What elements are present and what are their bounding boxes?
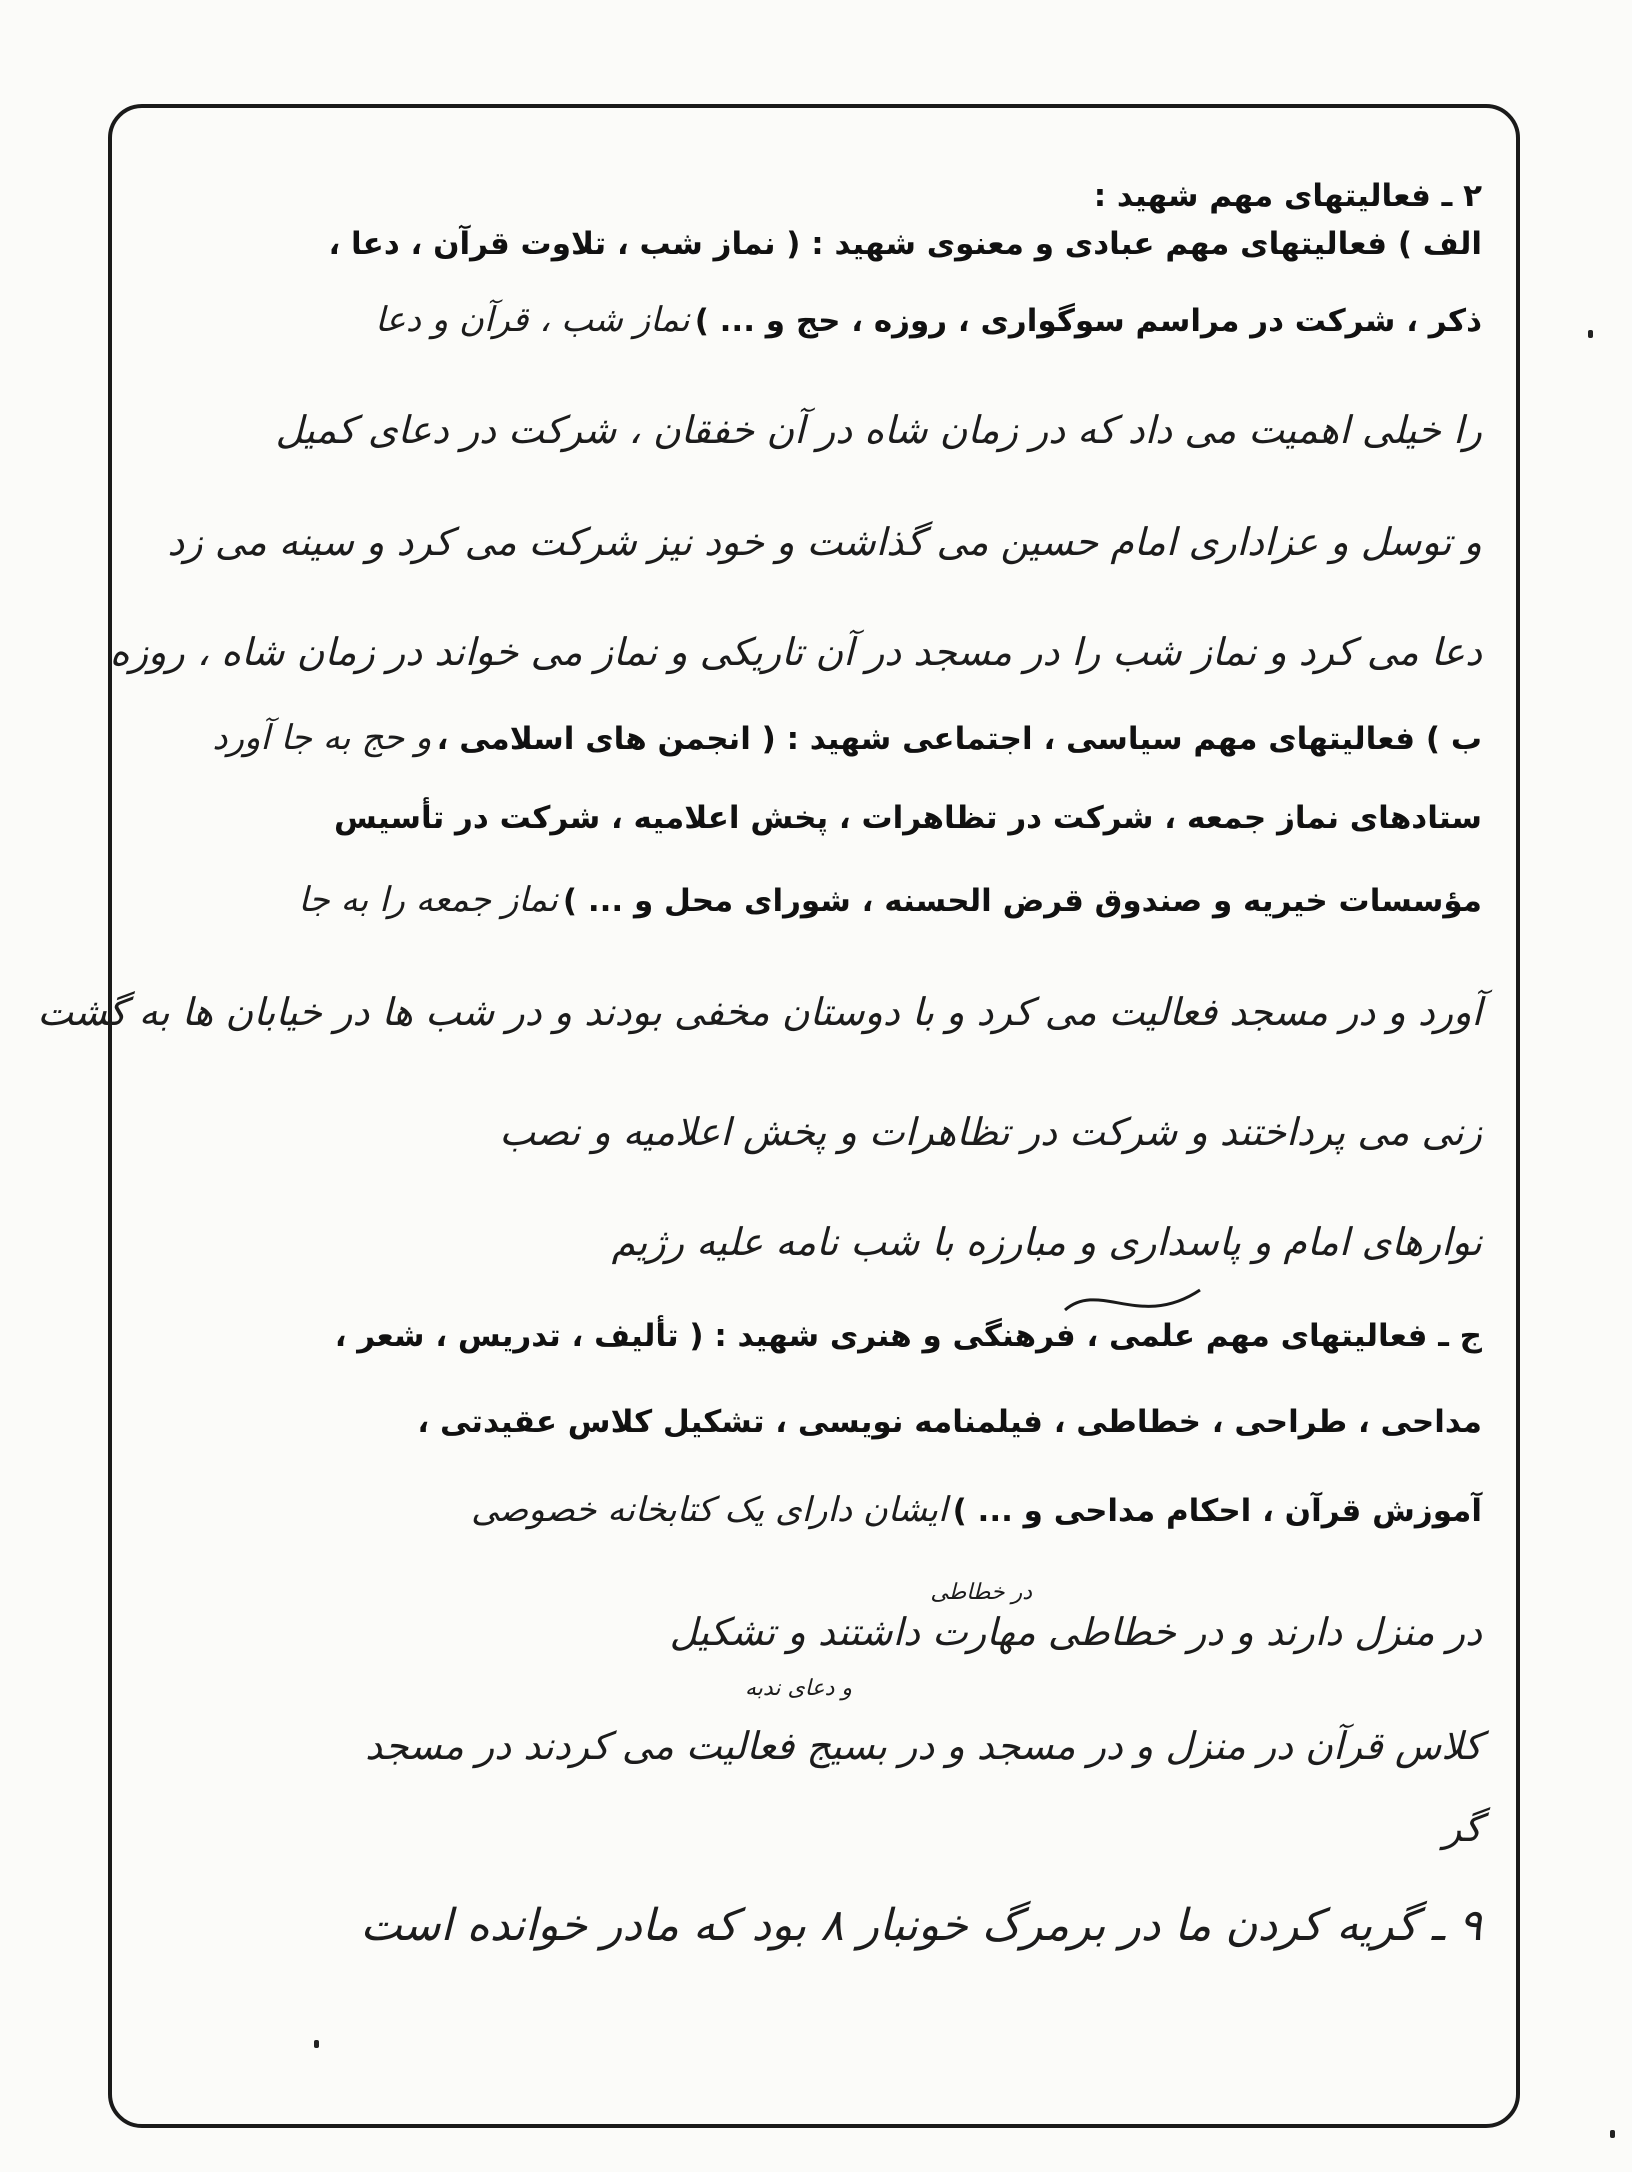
alef-handwritten-line-5: دعا می کرد و نماز شب را در مسجد در آن تاریکی و نماز می خواند در زمان شاه ، روزه: [109, 630, 1482, 674]
alef-printed-line-2: ذکر ، شرکت در مراسم سوگواری ، روزه ، حج و ... ): [694, 303, 1482, 339]
jim-handwritten-above-4: در خطاطی: [930, 1580, 1032, 1605]
alef-handwritten-line-3: را خیلی اهمیت می داد که در زمان شاه در آن خفقان ، شرکت در دعای کمیل: [275, 408, 1482, 452]
be-handwritten-line-5: زنی می پرداختند و شرکت در تظاهرات و پخش اعلامیه و نصب: [499, 1110, 1482, 1154]
be-line-1: [130, 718, 1482, 758]
ink-scribble: [1060, 1270, 1210, 1330]
jim-printed-line-2: مداحی ، طراحی ، خطاطی ، فیلمنامه نویسی ، تشکیل کلاس عقیدتی ،: [417, 1404, 1482, 1440]
jim-line-3: [130, 1490, 1482, 1530]
alef-line-2: [130, 300, 1482, 340]
margin-dot: [1588, 330, 1593, 338]
jim-handwritten-line-7: ۹ ـ گریه کردن ما در برمرگ خونبار ۸ بود که مادر خوانده است: [360, 1900, 1482, 1951]
jim-handwritten-line-6: گر: [1442, 1806, 1482, 1850]
be-handwritten-line-6: نوارهای امام و پاسداری و مبارزه با شب نامه علیه رژیم: [611, 1220, 1482, 1264]
alef-handwritten-tail-2: نماز شب ، قرآن و دعا: [375, 300, 690, 340]
jim-printed-line-3: آموزش قرآن ، احکام مداحی و ... ): [952, 1493, 1482, 1529]
alef-handwritten-line-6: و حج به جا آورد: [212, 718, 432, 758]
jim-handwritten-line-5: کلاس قرآن در منزل و در مسجد و در بسیج فعالیت می کردند در مسجد: [365, 1724, 1482, 1768]
be-line-3: [130, 880, 1482, 920]
be-printed-line-3: مؤسسات خیریه و صندوق قرض الحسنه ، شورای محل و ... ): [562, 883, 1482, 919]
be-handwritten-tail-3: نماز جمعه را به جا: [298, 880, 558, 920]
jim-printed-line-1: ج ـ فعالیتهای مهم علمی ، فرهنگی و هنری شهید : ( تألیف ، تدریس ، شعر ،: [334, 1318, 1482, 1354]
margin-dot: [1610, 2130, 1615, 2138]
margin-dot: [314, 2040, 319, 2048]
be-handwritten-line-4: آورد و در مسجد فعالیت می کرد و با دوستان مخفی بودند و در شب ها در خیابان ها به گشت: [37, 990, 1482, 1034]
alef-handwritten-line-4: و توسل و عزاداری امام حسین می گذاشت و خود نیز شرکت می کرد و سینه می زد: [167, 520, 1482, 564]
section-heading: ۲ ـ فعالیتهای مهم شهید :: [1093, 178, 1482, 214]
jim-handwritten-tail-3: ایشان دارای یک کتابخانه خصوصی: [471, 1490, 948, 1530]
jim-handwritten-above-5: و دعای ندبه: [744, 1676, 852, 1701]
be-printed-line-1: ب ) فعالیتهای مهم سیاسی ، اجتماعی شهید : ( انجمن های اسلامی ،: [436, 721, 1482, 757]
alef-printed-line-1: الف ) فعالیتهای مهم عبادی و معنوی شهید : ( نماز شب ، تلاوت قرآن ، دعا ،: [328, 226, 1482, 262]
be-printed-line-2: ستادهای نماز جمعه ، شرکت در تظاهرات ، پخش اعلامیه ، شرکت در تأسیس: [334, 800, 1482, 836]
jim-handwritten-line-4: در منزل دارند و در خطاطی مهارت داشتند و تشکیل: [669, 1610, 1482, 1654]
